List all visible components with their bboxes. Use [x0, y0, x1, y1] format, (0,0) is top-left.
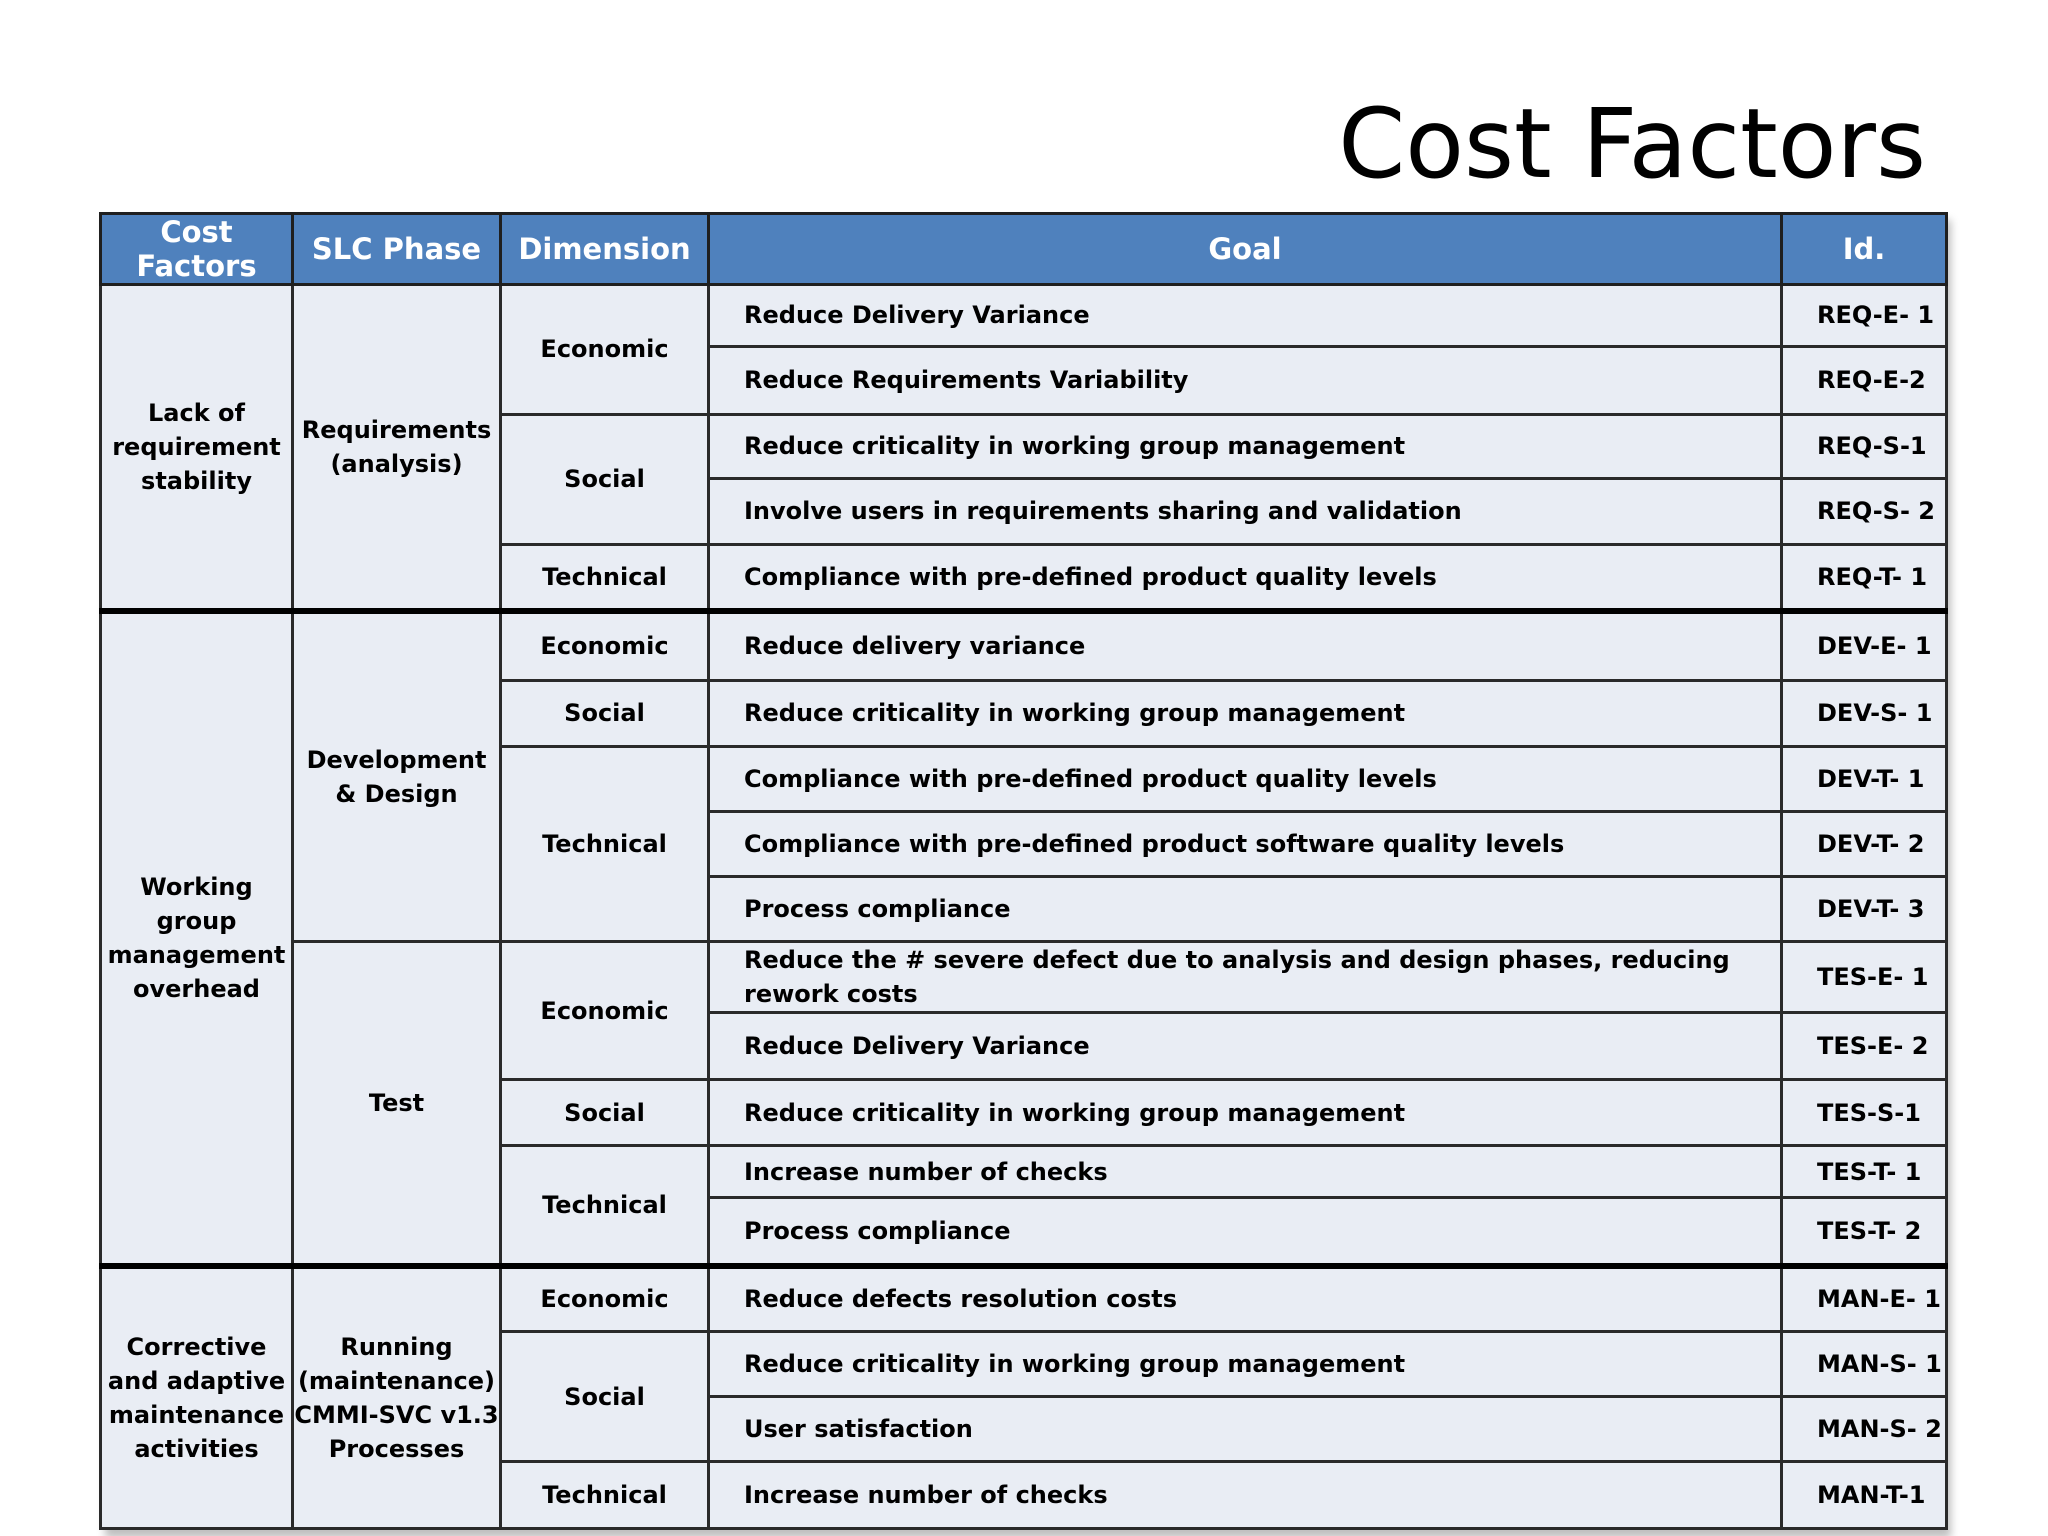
slide-title: Cost Factors — [1338, 88, 1926, 200]
slc-phase-cell: Development & Design — [293, 611, 501, 942]
table-row — [101, 942, 1947, 1013]
id-cell: DEV-E- 1 — [1782, 611, 1947, 681]
dimension-cell: Social — [501, 1080, 709, 1146]
id-cell: TES-E- 2 — [1782, 1013, 1947, 1080]
goal-cell: Compliance with pre-defined product software quality levels — [709, 812, 1782, 877]
header-slc-phase: SLC Phase — [293, 214, 501, 285]
cost-factor-cell: Working group management overhead — [101, 611, 293, 1266]
slc-phase-cell: Running (maintenance) CMMI-SVC v1.3 Processes — [293, 1266, 501, 1529]
goal-cell: Increase number of checks — [709, 1146, 1782, 1198]
id-cell: MAN-T-1 — [1782, 1462, 1947, 1529]
id-cell: MAN-E- 1 — [1782, 1266, 1947, 1332]
table-header-row — [101, 214, 1947, 285]
dimension-cell: Technical — [501, 1462, 709, 1529]
dimension-cell: Technical — [501, 545, 709, 611]
id-cell: TES-T- 2 — [1782, 1198, 1947, 1266]
id-cell: TES-E- 1 — [1782, 942, 1947, 1013]
goal-cell: Reduce Delivery Variance — [709, 285, 1782, 347]
id-cell: REQ-T- 1 — [1782, 545, 1947, 611]
id-cell: DEV-T- 3 — [1782, 877, 1947, 942]
cost-factor-cell: Lack of requirement stability — [101, 285, 293, 611]
goal-cell: Process compliance — [709, 1198, 1782, 1266]
dimension-cell: Economic — [501, 942, 709, 1080]
header-cost-factors: Cost Factors — [101, 214, 293, 285]
header-id: Id. — [1782, 214, 1947, 285]
goal-cell: Reduce the # severe defect due to analysis and design phases, reducing rework costs — [709, 942, 1782, 1013]
table-body — [101, 285, 1947, 1529]
dimension-cell: Economic — [501, 285, 709, 415]
goal-cell: Reduce criticality in working group management — [709, 1080, 1782, 1146]
header-dimension: Dimension — [501, 214, 709, 285]
goal-cell: Involve users in requirements sharing and validation — [709, 479, 1782, 545]
id-cell: DEV-S- 1 — [1782, 681, 1947, 747]
table-row — [101, 285, 1947, 347]
id-cell: REQ-E-2 — [1782, 347, 1947, 415]
id-cell: REQ-S- 2 — [1782, 479, 1947, 545]
id-cell: TES-S-1 — [1782, 1080, 1947, 1146]
cost-factor-cell: Corrective and adaptive maintenance activities — [101, 1266, 293, 1529]
dimension-cell: Social — [501, 681, 709, 747]
dimension-cell: Technical — [501, 747, 709, 942]
cost-factors-table — [99, 212, 1948, 1530]
id-cell: TES-T- 1 — [1782, 1146, 1947, 1198]
dimension-cell: Economic — [501, 611, 709, 681]
goal-cell: Reduce Delivery Variance — [709, 1013, 1782, 1080]
goal-cell: Reduce criticality in working group management — [709, 415, 1782, 479]
goal-cell: Reduce criticality in working group management — [709, 1332, 1782, 1397]
goal-cell: Reduce defects resolution costs — [709, 1266, 1782, 1332]
goal-cell: Increase number of checks — [709, 1462, 1782, 1529]
id-cell: DEV-T- 2 — [1782, 812, 1947, 877]
id-cell: MAN-S- 1 — [1782, 1332, 1947, 1397]
slc-phase-cell: Test — [293, 942, 501, 1266]
goal-cell: Reduce criticality in working group management — [709, 681, 1782, 747]
header-goal: Goal — [709, 214, 1782, 285]
id-cell: MAN-S- 2 — [1782, 1397, 1947, 1462]
goal-cell: User satisfaction — [709, 1397, 1782, 1462]
goal-cell: Reduce Requirements Variability — [709, 347, 1782, 415]
table-row — [101, 1266, 1947, 1332]
dimension-cell: Social — [501, 1332, 709, 1462]
dimension-cell: Social — [501, 415, 709, 545]
goal-cell: Compliance with pre-defined product quality levels — [709, 747, 1782, 812]
slc-phase-cell: Requirements (analysis) — [293, 285, 501, 611]
goal-cell: Process compliance — [709, 877, 1782, 942]
dimension-cell: Economic — [501, 1266, 709, 1332]
id-cell: REQ-E- 1 — [1782, 285, 1947, 347]
goal-cell: Reduce delivery variance — [709, 611, 1782, 681]
goal-cell: Compliance with pre-defined product quality levels — [709, 545, 1782, 611]
table-row — [101, 611, 1947, 681]
cost-factors-table-container — [99, 212, 1945, 1530]
id-cell: DEV-T- 1 — [1782, 747, 1947, 812]
dimension-cell: Technical — [501, 1146, 709, 1266]
id-cell: REQ-S-1 — [1782, 415, 1947, 479]
